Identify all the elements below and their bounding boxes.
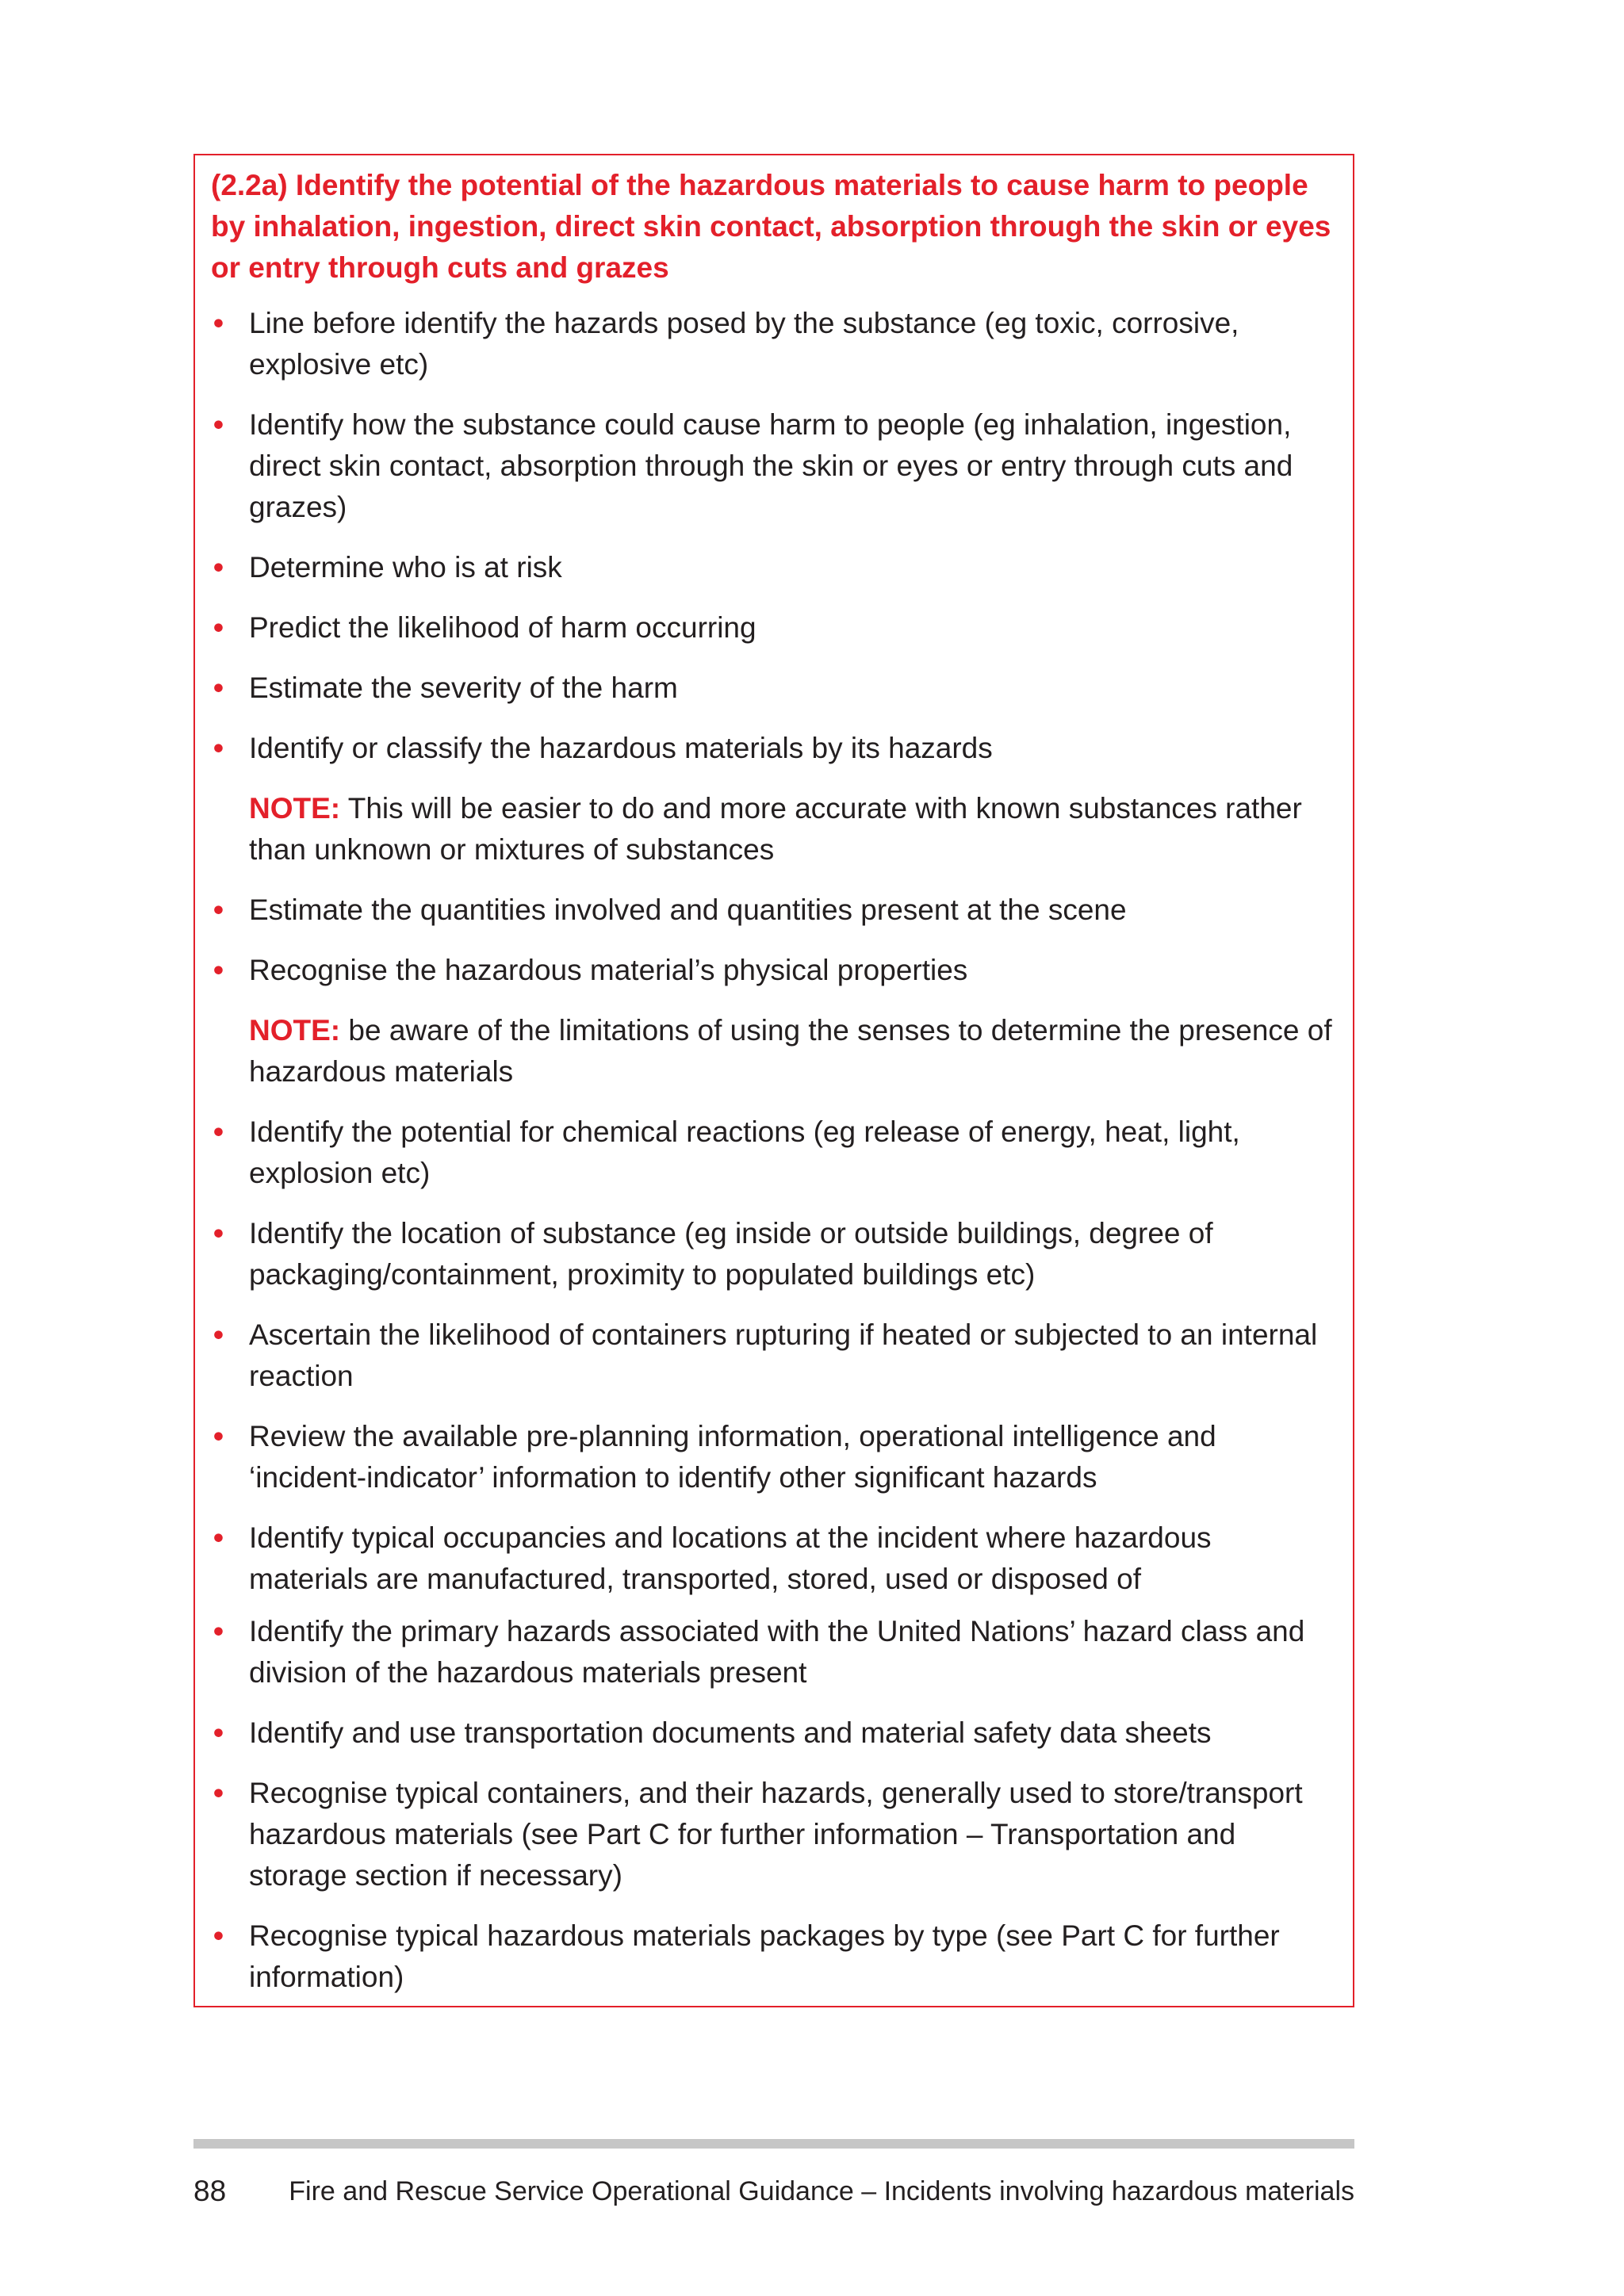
note-label: NOTE: [249, 792, 341, 825]
list-item [211, 1416, 1337, 1498]
list-item-text: Identify the primary hazards associated with the United Nations’ hazard class and division of the hazardous materials present [249, 1615, 1305, 1689]
bullet-icon: • [213, 408, 224, 441]
list-item [211, 1112, 1337, 1194]
bullet-icon: • [213, 1777, 224, 1809]
bullet-icon: • [213, 1615, 224, 1647]
note-text: be aware of the limitations of using the senses to determine the presence of hazardous materials [249, 1014, 1332, 1088]
list-item-text: Identify and use transportation documents and material safety data sheets [249, 1716, 1212, 1749]
note-text: This will be easier to do and more accurate with known substances rather than unknown or mixtures of substances [249, 792, 1302, 866]
list-item [211, 404, 1337, 528]
bullet-icon: • [213, 732, 224, 764]
bullet-icon: • [213, 672, 224, 704]
list-item-text: Recognise typical hazardous materials packages by type (see Part C for further information) [249, 1919, 1280, 1993]
list-item [211, 950, 1337, 991]
guidance-list [211, 303, 1337, 769]
list-item [211, 1915, 1337, 1998]
list-item-text: Recognise typical containers, and their hazards, generally used to store/transport hazardous materials (see Part C for further information – Transportation and storage section if necessary) [249, 1777, 1303, 1892]
note-paragraph [211, 1010, 1337, 1093]
bullet-icon: • [213, 551, 224, 584]
list-item-text: Review the available pre-planning information, operational intelligence and ‘incident-indicator’ information to identify other significant hazards [249, 1420, 1216, 1494]
list-item-text: Predict the likelihood of harm occurring [249, 611, 756, 644]
bullet-icon: • [213, 894, 224, 926]
list-item [211, 607, 1337, 649]
bullet-icon: • [213, 611, 224, 644]
footer-title: Fire and Rescue Service Operational Guidance – Incidents involving hazardous materials [289, 2176, 1354, 2206]
list-item-text: Identify typical occupancies and locations at the incident where hazardous materials are manufactured, transported, stored, used or disposed of [249, 1521, 1212, 1595]
bullet-icon: • [213, 1318, 224, 1351]
section-heading: (2.2a) Identify the potential of the hazardous materials to cause harm to people by inhalation, ingestion, direct skin contact, absorption through the skin or eyes or entry through cuts and grazes [211, 169, 1331, 284]
note-paragraph [211, 788, 1337, 871]
list-item [211, 1611, 1337, 1693]
bullet-icon: • [213, 1919, 224, 1952]
list-item [211, 303, 1337, 385]
bullet-icon: • [213, 307, 224, 339]
list-item-text: Identify how the substance could cause harm to people (eg inhalation, ingestion, direct skin contact, absorption through the skin or eyes or entry through cuts and grazes) [249, 408, 1293, 523]
list-item [211, 728, 1337, 769]
list-item-text: Identify the potential for chemical reactions (eg release of energy, heat, light, explosion etc) [249, 1115, 1240, 1189]
list-item-text: Identify or classify the hazardous materials by its hazards [249, 732, 993, 764]
list-item [211, 890, 1337, 931]
list-item [211, 1712, 1337, 1754]
bullet-icon: • [213, 1420, 224, 1452]
footer-divider [193, 2139, 1354, 2149]
list-item-text: Ascertain the likelihood of containers rupturing if heated or subjected to an internal reaction [249, 1318, 1318, 1392]
note-label: NOTE: [249, 1014, 341, 1047]
list-item-text: Line before identify the hazards posed by the substance (eg toxic, corrosive, explosive etc) [249, 307, 1239, 381]
bullet-icon: • [213, 1521, 224, 1554]
list-item [211, 547, 1337, 588]
list-item-text: Identify the location of substance (eg inside or outside buildings, degree of packaging/containment, proximity to populated buildings etc) [249, 1217, 1213, 1291]
list-item [211, 1517, 1337, 1600]
bullet-icon: • [213, 954, 224, 986]
guidance-list [211, 1112, 1337, 1998]
bullet-icon: • [213, 1217, 224, 1249]
guidance-list [211, 890, 1337, 991]
list-item-text: Estimate the severity of the harm [249, 672, 678, 704]
bullet-icon: • [213, 1115, 224, 1148]
list-item [211, 668, 1337, 709]
bullet-icon: • [213, 1716, 224, 1749]
list-item [211, 1314, 1337, 1397]
list-item-text: Recognise the hazardous material’s physical properties [249, 954, 968, 986]
page-number: 88 [193, 2175, 227, 2207]
list-item [211, 1213, 1337, 1295]
guidance-panel [193, 154, 1354, 2007]
list-item-text: Estimate the quantities involved and quantities present at the scene [249, 894, 1127, 926]
list-item-text: Determine who is at risk [249, 551, 562, 584]
list-item [211, 1773, 1337, 1896]
